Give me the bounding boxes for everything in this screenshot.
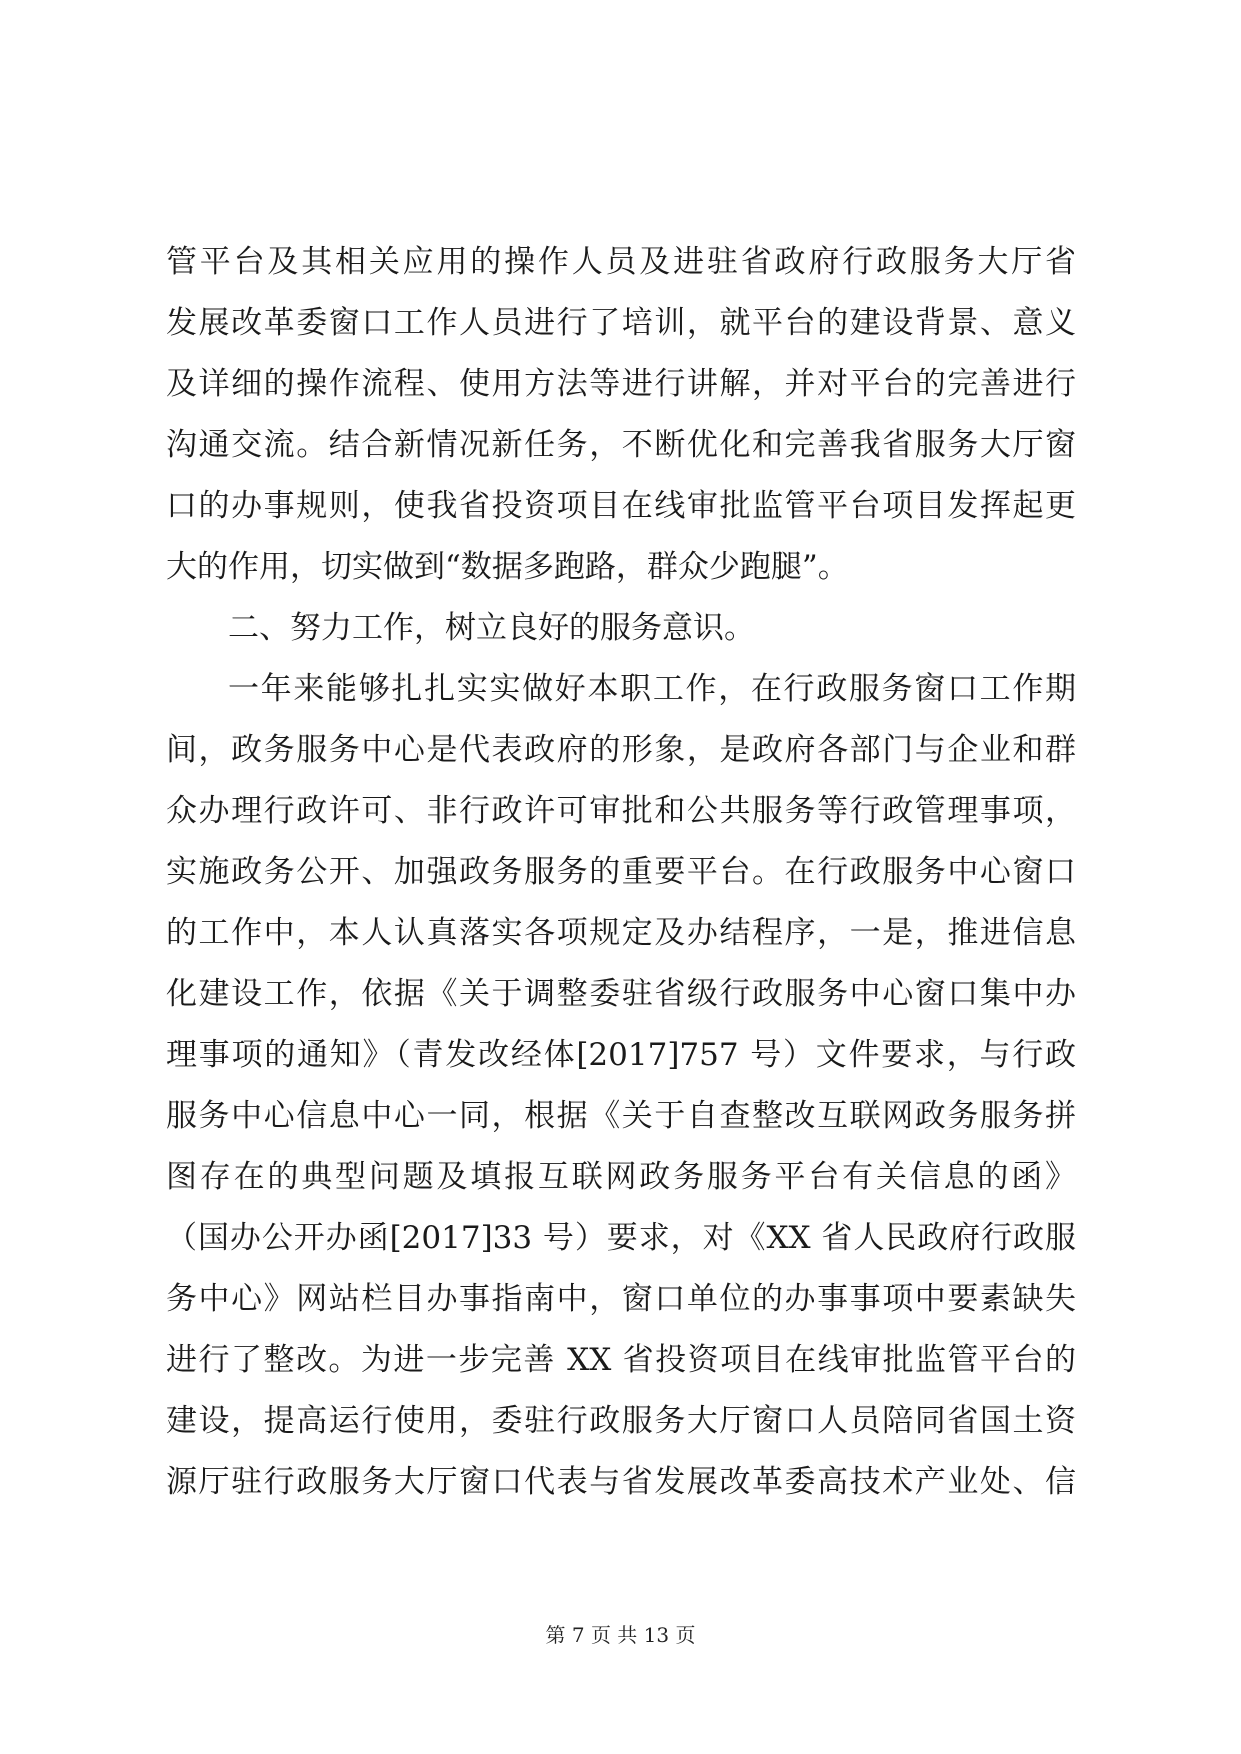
text-line: 一年来能够扎扎实实做好本职工作，在行政服务窗口工作期 — [228, 671, 1076, 707]
body-text — [166, 232, 1076, 1513]
text-line: 实施政务公开、加强政务服务的重要平台。在行政服务中心窗口 — [166, 854, 1076, 890]
text-line: 间，政务服务中心是代表政府的形象，是政府各部门与企业和群 — [166, 732, 1076, 768]
text-line: 图存在的典型问题及填报互联网政务服务平台有关信息的函》 — [166, 1159, 1076, 1195]
section-heading: 二、努力工作，树立良好的服务意识。 — [228, 610, 755, 646]
text-line: 沟通交流。结合新情况新任务，不断优化和完善我省服务大厅窗 — [166, 427, 1076, 463]
text-line: 管平台及其相关应用的操作人员及进驻省政府行政服务大厅省 — [166, 244, 1076, 280]
text-line: 服务中心信息中心一同，根据《关于自查整改互联网政务服务拼 — [166, 1098, 1076, 1134]
text-line: 务中心》网站栏目办事指南中，窗口单位的办事事项中要素缺失 — [166, 1281, 1076, 1317]
text-line: 进行了整改。为进一步完善 XX 省投资项目在线审批监管平台的 — [166, 1342, 1076, 1378]
text-line: （国办公开办函[2017]33 号）要求，对《XX 省人民政府行政服 — [166, 1220, 1076, 1256]
text-line: 的工作中，本人认真落实各项规定及办结程序，一是，推进信息 — [166, 915, 1076, 951]
page-number-footer: 第 7 页 共 13 页 — [545, 1623, 696, 1647]
text-line: 众办理行政许可、非行政许可审批和公共服务等行政管理事项， — [166, 793, 1076, 829]
text-line: 化建设工作，依据《关于调整委驻省级行政服务中心窗口集中办 — [166, 976, 1076, 1012]
text-line: 发展改革委窗口工作人员进行了培训，就平台的建设背景、意义 — [166, 305, 1076, 341]
text-line: 及详细的操作流程、使用方法等进行讲解，并对平台的完善进行 — [166, 366, 1076, 402]
text-line: 源厅驻行政服务大厅窗口代表与省发展改革委高技术产业处、信 — [166, 1464, 1076, 1500]
text-line: 大的作用，切实做到“数据多跑路，群众少跑腿”。 — [166, 549, 849, 585]
text-line: 理事项的通知》（青发改经体[2017]757 号）文件要求，与行政 — [166, 1037, 1076, 1073]
text-line: 口的办事规则，使我省投资项目在线审批监管平台项目发挥起更 — [166, 488, 1076, 524]
text-line: 建设，提高运行使用，委驻行政服务大厅窗口人员陪同省国土资 — [166, 1403, 1076, 1439]
